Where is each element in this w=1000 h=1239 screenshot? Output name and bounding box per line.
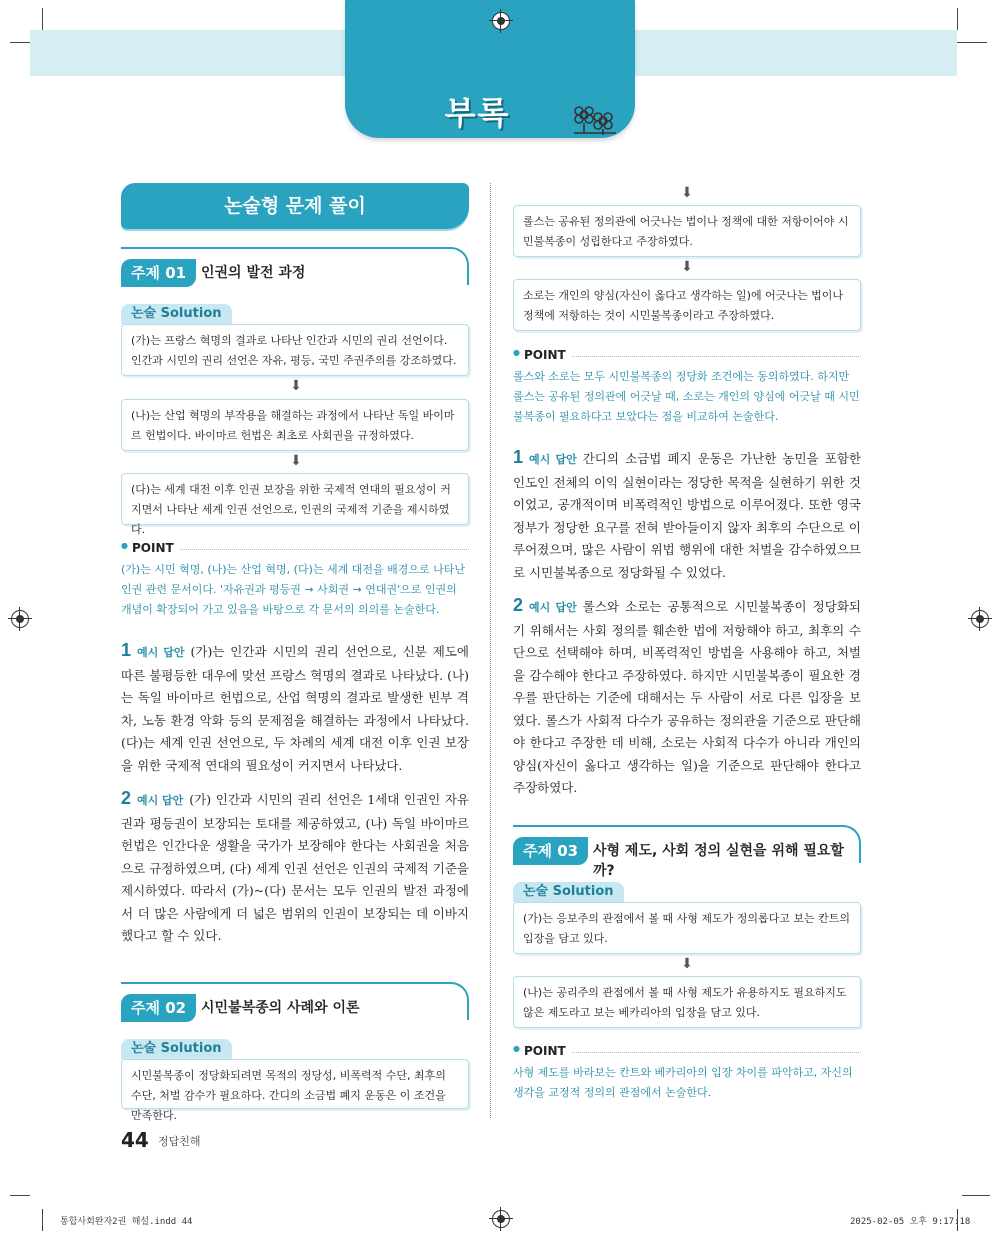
registration-mark-icon <box>492 1210 510 1228</box>
solution-tag: 논술 Solution <box>121 304 232 324</box>
solution-tag: 논술 Solution <box>121 1039 232 1059</box>
answer-text: (가) 인간과 시민의 권리 선언은 1세대 인권인 자유권과 평등권이 보장되는 토대를 제공하였고, (나) 독일 바이마르 헌법은 인간다운 생활을 국가가 보장해야 한다는 사회권을 처음으로 규정하였으며, (다) 세계 인권 선언은 인권의 국제적 기준을 제시하였다. 따라서 (가)~(다) 문서는 모두 인권의 발전 과정에서 더 많은 사람에게 더 넓은 범위의 인권이 보장되는 데 이바지했다고 할 수 있다. <box>121 792 469 943</box>
down-arrow-icon: ⬇ <box>290 378 302 394</box>
crop-mark <box>957 42 987 43</box>
solution-tag: 논술 Solution <box>513 882 624 902</box>
answer-text: (가)는 인간과 시민의 권리 선언으로, 신분 제도에 따른 불평등한 대우에 맞선 프랑스 혁명의 결과로 나타났다. (나)는 독일 바이마르 헌법으로, 산업 혁명의 결과로 발생한 빈부 격차, 노동 환경 악화 등의 문제점을 해결하는 과정에서 나타났다. (다)는 세계 인권 선언으로, 두 차례의 세계 대전 이후 인권 보장을 위한 국제적 연대의 필요성이 커지면서 나타났다. <box>121 644 469 773</box>
solution-box: (다)는 세계 대전 이후 인권 보장을 위한 국제적 연대의 필요성이 커지면서 나타난 세계 인권 선언으로, 인권의 국제적 기준을 제시하였다. <box>121 473 469 525</box>
page-title: 부록 <box>444 94 511 132</box>
topic-badge: 주제 01 <box>121 259 196 287</box>
topic-header-03 <box>513 825 861 879</box>
solution-box: (가)는 응보주의 관점에서 볼 때 사형 제도가 정의롭다고 보는 칸트의 입장을 담고 있다. <box>513 902 861 954</box>
down-arrow-icon: ⬇ <box>681 259 693 275</box>
topic-title: 인권의 발전 과정 <box>201 265 306 281</box>
down-arrow-icon: ⬇ <box>290 453 302 469</box>
crop-mark <box>10 1195 30 1196</box>
point-divider <box>572 356 861 357</box>
crop-mark <box>42 1209 43 1231</box>
solution-box: (나)는 공리주의 관점에서 볼 때 사형 제도가 유용하지도 필요하지도 않은 제도라고 보는 베카리아의 입장을 담고 있다. <box>513 976 861 1028</box>
solution-box: 롤스는 공유된 정의관에 어긋나는 법이나 정책에 대한 저항이어야 시민불복종이 성립한다고 주장하였다. <box>513 205 861 257</box>
solution-box: (가)는 프랑스 혁명의 결과로 나타난 인간과 시민의 권리 선언이다. 인간과 시민의 권리 선언은 자유, 평등, 국민 주권주의를 강조하였다. <box>121 324 469 376</box>
point-bullet-icon: ● <box>513 348 520 357</box>
column-divider <box>490 183 491 1118</box>
point-label: POINT <box>524 1044 566 1058</box>
answer-block <box>513 594 861 800</box>
registration-mark-icon <box>11 610 29 628</box>
point-text: 사형 제도를 바라보는 칸트와 베카리아의 입장 차이를 파악하고, 자신의 생각을 교정적 정의의 관점에서 논술한다. <box>513 1066 853 1099</box>
page-number: 44 <box>121 1128 149 1152</box>
crop-mark <box>957 8 958 30</box>
point-divider <box>180 549 469 550</box>
topic-badge: 주제 03 <box>513 837 588 865</box>
registration-mark-icon <box>971 610 989 628</box>
solution-box: 소로는 개인의 양심(자신이 옳다고 생각하는 일)에 어긋나는 법이나 정책에 저항하는 것이 시민불복종이라고 주장하였다. <box>513 279 861 331</box>
answer-tag: 예시 답안 <box>529 454 577 466</box>
slug-filename: 통합사회완자2권 해설.indd 44 <box>60 1217 193 1227</box>
footer-label: 정답친해 <box>158 1135 201 1148</box>
answer-text: 롤스와 소로는 공통적으로 시민불복종이 정당화되기 위해서는 사회 정의를 훼손한 법에 저항해야 하고, 최후의 수단으로 선택해야 하며, 비폭력적인 방법을 사용해야 하고, 처벌을 감수해야 한다고 주장하였다. 하지만 시민불복종이 필요한 경우를 판단하는 기준에 대해서는 두 사람이 서로 다른 입장을 보였다. 롤스가 사회적 다수가 공유하는 정의관을 기준으로 판단해야 한다고 주장한 데 비해, 소로는 사회적 다수가 아니라 개인의 양심(자신이 옳다고 생각하는 일)을 기준으로 판단해야 한다고 주장하였다. <box>513 599 861 795</box>
point-label: POINT <box>132 541 174 555</box>
topic-badge: 주제 02 <box>121 994 196 1022</box>
answer-block <box>121 639 469 777</box>
topic-title: 시민불복종의 사례와 이론 <box>201 1000 360 1016</box>
point-bullet-icon: ● <box>513 1044 520 1053</box>
down-arrow-icon: ⬇ <box>681 185 693 201</box>
answer-tag: 예시 답안 <box>137 647 185 659</box>
answer-number: 2 <box>121 788 132 808</box>
answer-tag: 예시 답안 <box>529 602 577 614</box>
down-arrow-icon: ⬇ <box>681 956 693 972</box>
answer-text: 간디의 소금법 폐지 운동은 가난한 농민을 포함한 인도인 전체의 이익 실현이라는 정당한 목적을 실현하기 위한 것이었고, 공개적이며 비폭력적인 방법으로 이루어졌다. 또한 영국 정부가 정당한 요구를 전혀 받아들이지 않자 최후의 수단으로 이루어졌으며, 많은 사람이 위법 행위에 대한 처벌을 감수하였으므로 시민불복종으로 정당화될 수 있었다. <box>513 451 861 580</box>
answer-block <box>121 787 469 948</box>
answer-tag: 예시 답안 <box>137 795 184 807</box>
point-text: 롤스와 소로는 모두 시민불복종의 정당화 조건에는 동의하였다. 하지만 롤스는 공유된 정의관에 어긋날 때, 소로는 개인의 양심에 어긋날 때 시민불복종이 필요하다고 보았다는 점을 비교하여 논술한다. <box>513 370 860 423</box>
registration-mark-icon <box>492 12 510 30</box>
point-text: (가)는 시민 혁명, (나)는 산업 혁명, (다)는 세계 대전을 배경으로 나타난 인권 관련 문서이다. '자유권과 평등권 → 사회권 → 연대권'으로 인권의 개념이 확장되어 가고 있음을 바탕으로 각 문서의 의의를 논술한다. <box>121 563 465 616</box>
topic-header-02 <box>121 982 469 1020</box>
point-label: POINT <box>524 348 566 362</box>
solution-box: (나)는 산업 혁명의 부작용을 해결하는 과정에서 나타난 독일 바이마르 헌법이다. 바이마르 헌법은 최초로 사회권을 규정하였다. <box>121 399 469 451</box>
slug-timestamp: 2025-02-05 오후 9:17:18 <box>850 1217 971 1227</box>
answer-number: 1 <box>513 447 524 467</box>
answer-number: 2 <box>513 595 524 615</box>
point-divider <box>572 1052 861 1053</box>
section-banner: 논술형 문제 풀이 <box>121 183 469 229</box>
topic-title: 사형 제도, 사회 정의 실현을 위해 필요할까? <box>593 843 844 879</box>
solution-box: 시민불복종이 정당화되려면 목적의 정당성, 비폭력적 수단, 최후의 수단, 처벌 감수가 필요하다. 간디의 소금법 폐지 운동은 이 조건을 만족한다. <box>121 1059 469 1109</box>
point-bullet-icon: ● <box>121 541 128 550</box>
answer-block <box>513 446 861 584</box>
topic-header-01 <box>121 247 469 285</box>
flower-decoration-icon <box>570 103 620 137</box>
crop-mark <box>962 1195 990 1196</box>
crop-mark <box>10 42 30 43</box>
crop-mark <box>42 8 43 30</box>
answer-number: 1 <box>121 640 132 660</box>
